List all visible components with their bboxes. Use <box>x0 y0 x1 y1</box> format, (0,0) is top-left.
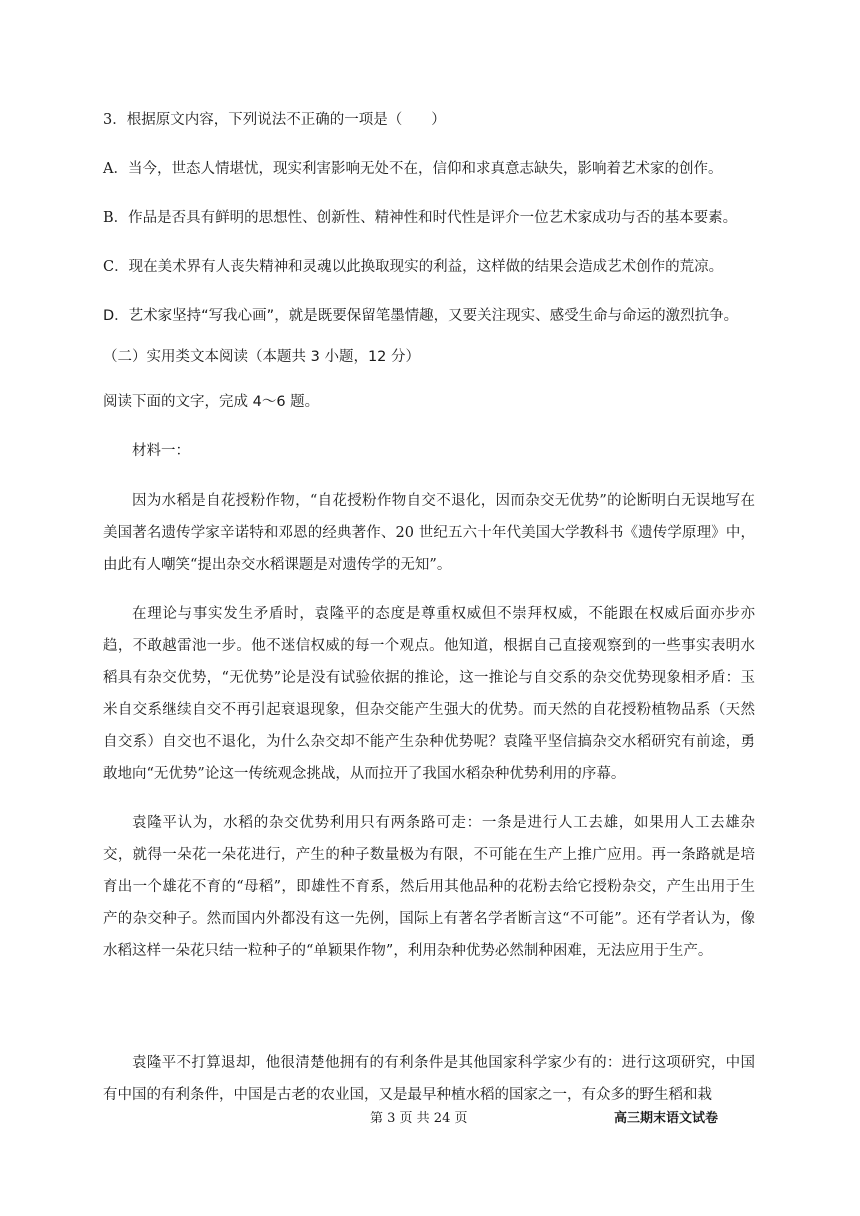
paragraph-3: 袁隆平认为，水稻的杂交优势利用只有两条路可走：一条是进行人工去雄，如果用人工去雄杂交，就得一朵花一朵花进行，产生的种子数量极为有限，不可能在生产上推广应用。再一条路就是培育出一个雄花不育的“母稻”，即雄性不育系，然后用其他品种的花粉去给它授粉杂交，产生出用于生产的杂交种子。然而国内外都没有这一先例，国际上有著名学者断言这“不可能”。还有学者认为，像水稻这样一朵花只结一粒种子的“单颖果作物”，利用杂种优势必然制种困难，无法应用于生产。 <box>103 815 755 959</box>
option-a: A．当今，世态人情堪忧，现实利害影响无处不在，信仰和求真意志缺失，影响着艺术家的创作。 <box>103 161 723 177</box>
section-heading: （二）实用类文本阅读（本题共 3 小题，12 分） <box>103 349 421 365</box>
material-label: 材料一： <box>132 443 190 459</box>
page-number: 第 3 页 共 24 页 <box>370 1111 468 1126</box>
paragraph-4: 袁隆平不打算退却，他很清楚他拥有的有利条件是其他国家科学家少有的：进行这项研究，中国有中国的有利条件，中国是古老的农业国，又是最早种植水稻的国家之一，有众多的野生稻和栽 <box>103 1055 755 1103</box>
option-b: B．作品是否具有鲜明的思想性、创新性、精神性和时代性是评介一位艺术家成功与否的基本要素。 <box>103 210 738 226</box>
reading-instruction: 阅读下面的文字，完成 4～6 题。 <box>103 394 320 410</box>
option-c: C．现在美术界有人丧失精神和灵魂以此换取现实的利益，这样做的结果会造成艺术创作的荒凉。 <box>103 259 724 275</box>
exam-title: 高三期末语文试卷 <box>614 1111 719 1126</box>
option-d: D．艺术家坚持“写我心画”，就是既要保留笔墨情趣，又要关注现实、感受生命与命运的激烈抗争。 <box>103 308 739 324</box>
paragraph-1: 因为水稻是自花授粉作物，“自花授粉作物自交不退化，因而杂交无优势”的论断明白无误地写在美国著名遗传学家辛诺特和邓恩的经典著作、20 世纪五六十年代美国大学教科书《遗传学原理》中，由此有人嘲笑“提出杂交水稻课题是对遗传学的无知”。 <box>103 493 755 573</box>
question-3-stem: 3．根据原文内容，下列说法不正确的一项是（ ） <box>103 112 446 128</box>
paragraph-2: 在理论与事实发生矛盾时，袁隆平的态度是尊重权威但不崇拜权威，不能跟在权威后面亦步亦趋，不敢越雷池一步。他不迷信权威的每一个观点。他知道，根据自己直接观察到的一些事实表明水稻具有杂交优势，“无优势”论是没有试验依据的推论，这一推论与自交系的杂交优势现象相矛盾：玉米自交系继续自交不再引起衰退现象，但杂交能产生强大的优势。而天然的自花授粉植物品系（天然自交系）自交也不退化，为什么杂交却不能产生杂种优势呢？袁隆平坚信搞杂交水稻研究有前途，勇敢地向“无优势”论这一传统观念挑战，从而拉开了我国水稻杂种优势利用的序幕。 <box>103 606 755 782</box>
